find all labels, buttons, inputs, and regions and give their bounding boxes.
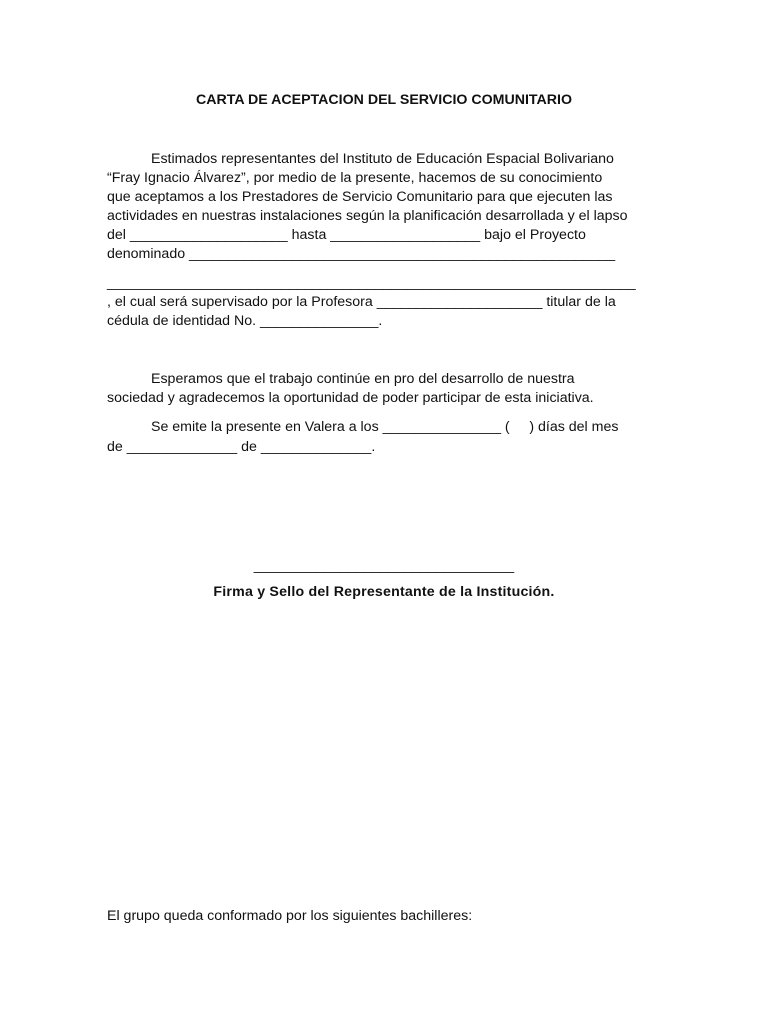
paragraph1-line-6: denominado ______________________________________________________ — [107, 246, 616, 262]
paragraph1-line-9: cédula de identidad No. _______________. — [107, 313, 383, 329]
paragraph1-line-1: Estimados representantes del Instituto de Educación Espacial Bolivariano — [151, 151, 614, 167]
signature-caption: Firma y Sello del Representante de la Institución. — [213, 584, 555, 600]
paragraph1-line-2: “Fray Ignacio Álvarez”, por medio de la presente, hacemos de su conocimiento — [107, 170, 603, 186]
paragraph1-line-7: ___________________________________________________________________ — [107, 275, 636, 291]
paragraph1-line-3: que aceptamos a los Prestadores de Servicio Comunitario para que ejecuten las — [107, 189, 613, 205]
paragraph1-line-5: del ____________________ hasta ___________________ bajo el Proyecto — [107, 227, 586, 243]
paragraph3-line-1: Se emite la presente en Valera a los _______________ ( ) días del mes — [151, 419, 619, 435]
signature-line: _________________________________ — [253, 558, 515, 574]
paragraph2-line-1: Esperamos que el trabajo continúe en pro del desarrollo de nuestra — [151, 371, 575, 387]
paragraph1-line-8: , el cual será supervisado por la Profesora _____________________ titular de la — [107, 294, 616, 310]
closing-line: El grupo queda conformado por los siguientes bachilleres: — [107, 908, 473, 924]
paragraph3-line-2: de ______________ de ______________. — [107, 439, 376, 455]
paragraph2-line-2: sociedad y agradecemos la oportunidad de poder participar de esta iniciativa. — [107, 390, 594, 406]
paragraph1-line-4: actividades en nuestras instalaciones según la planificación desarrollada y el lapso — [107, 208, 628, 224]
document-title: CARTA DE ACEPTACION DEL SERVICIO COMUNITARIO — [196, 92, 572, 108]
